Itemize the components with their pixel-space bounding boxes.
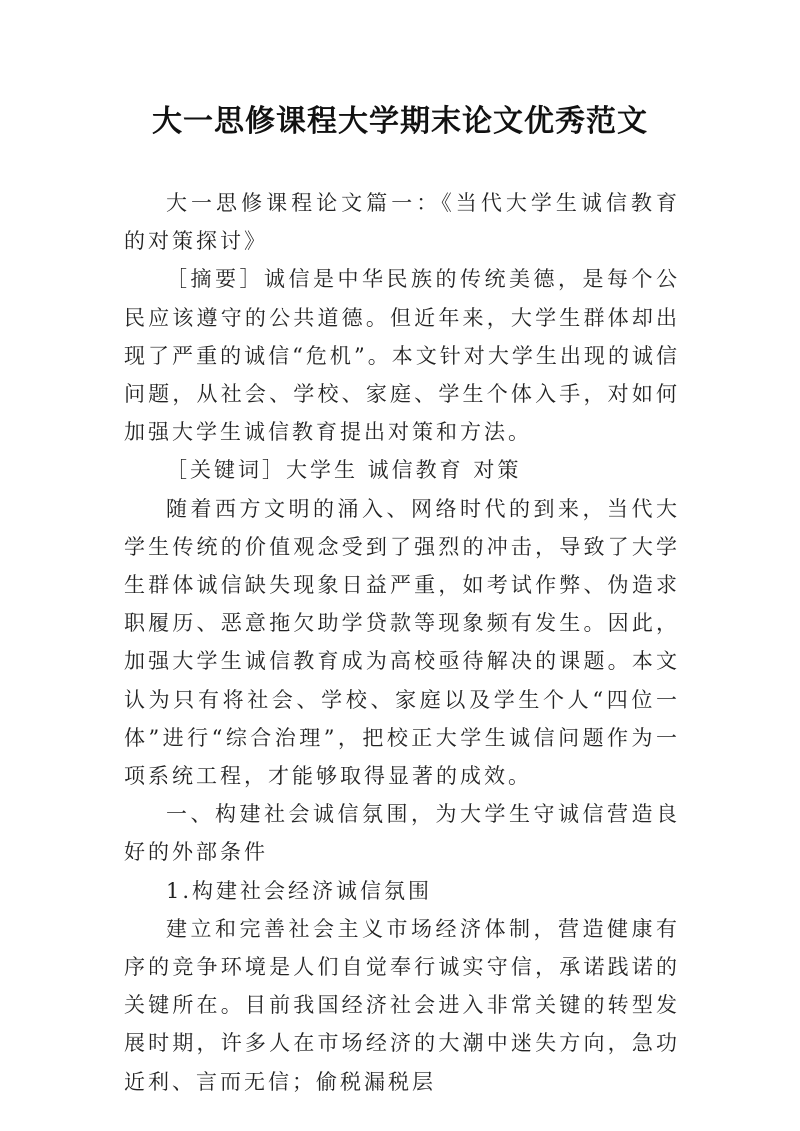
section-heading: 一、构建社会诚信氛围，为大学生守诚信营造良好的外部条件 [124,802,680,865]
paragraph-keywords: ［关键词］大学生 诚信教育 对策 [166,458,522,483]
paragraph-heading: 大一思修课程论文篇一：《当代大学生诚信教育的对策探讨》 [124,191,680,254]
subsection-heading: 1.构建社会经济诚信氛围 [166,878,433,903]
paragraph-introduction: 随着西方文明的涌入、网络时代的到来，当代大学生传统的价值观念受到了强烈的冲击，导致了大学生群体诚信缺失现象日益严重，如考试作弊、伪造求职履历、恶意拖欠助学贷款等现象频有发生。因此，加强大学生诚信教育成为高校亟待解决的课题。本文认为只有将社会、学校、家庭以及学生个人“四位一体”进行“综合治理”，把校正大学生诚信问题作为一项系统工程，才能够取得显著的成效。 [124,496,680,789]
document-title: 大一思修课程大学期末论文优秀范文 [152,104,648,139]
paragraph-abstract: ［摘要］诚信是中华民族的传统美德，是每个公民应该遵守的公共道德。但近年来，大学生群体却出现了严重的诚信“危机”。本文针对大学生出现的诚信问题，从社会、学校、家庭、学生个体入手，对如何加强大学生诚信教育提出对策和方法。 [124,267,680,445]
document-body [124,184,680,1101]
paragraph-body: 建立和完善社会主义市场经济体制，营造健康有序的竞争环境是人们自觉奉行诚实守信，承诺践诺的关键所在。目前我国经济社会进入非常关键的转型发展时期，许多人在市场经济的大潮中迷失方向，急功近利、言而无信；偷税漏税层 [124,916,680,1094]
